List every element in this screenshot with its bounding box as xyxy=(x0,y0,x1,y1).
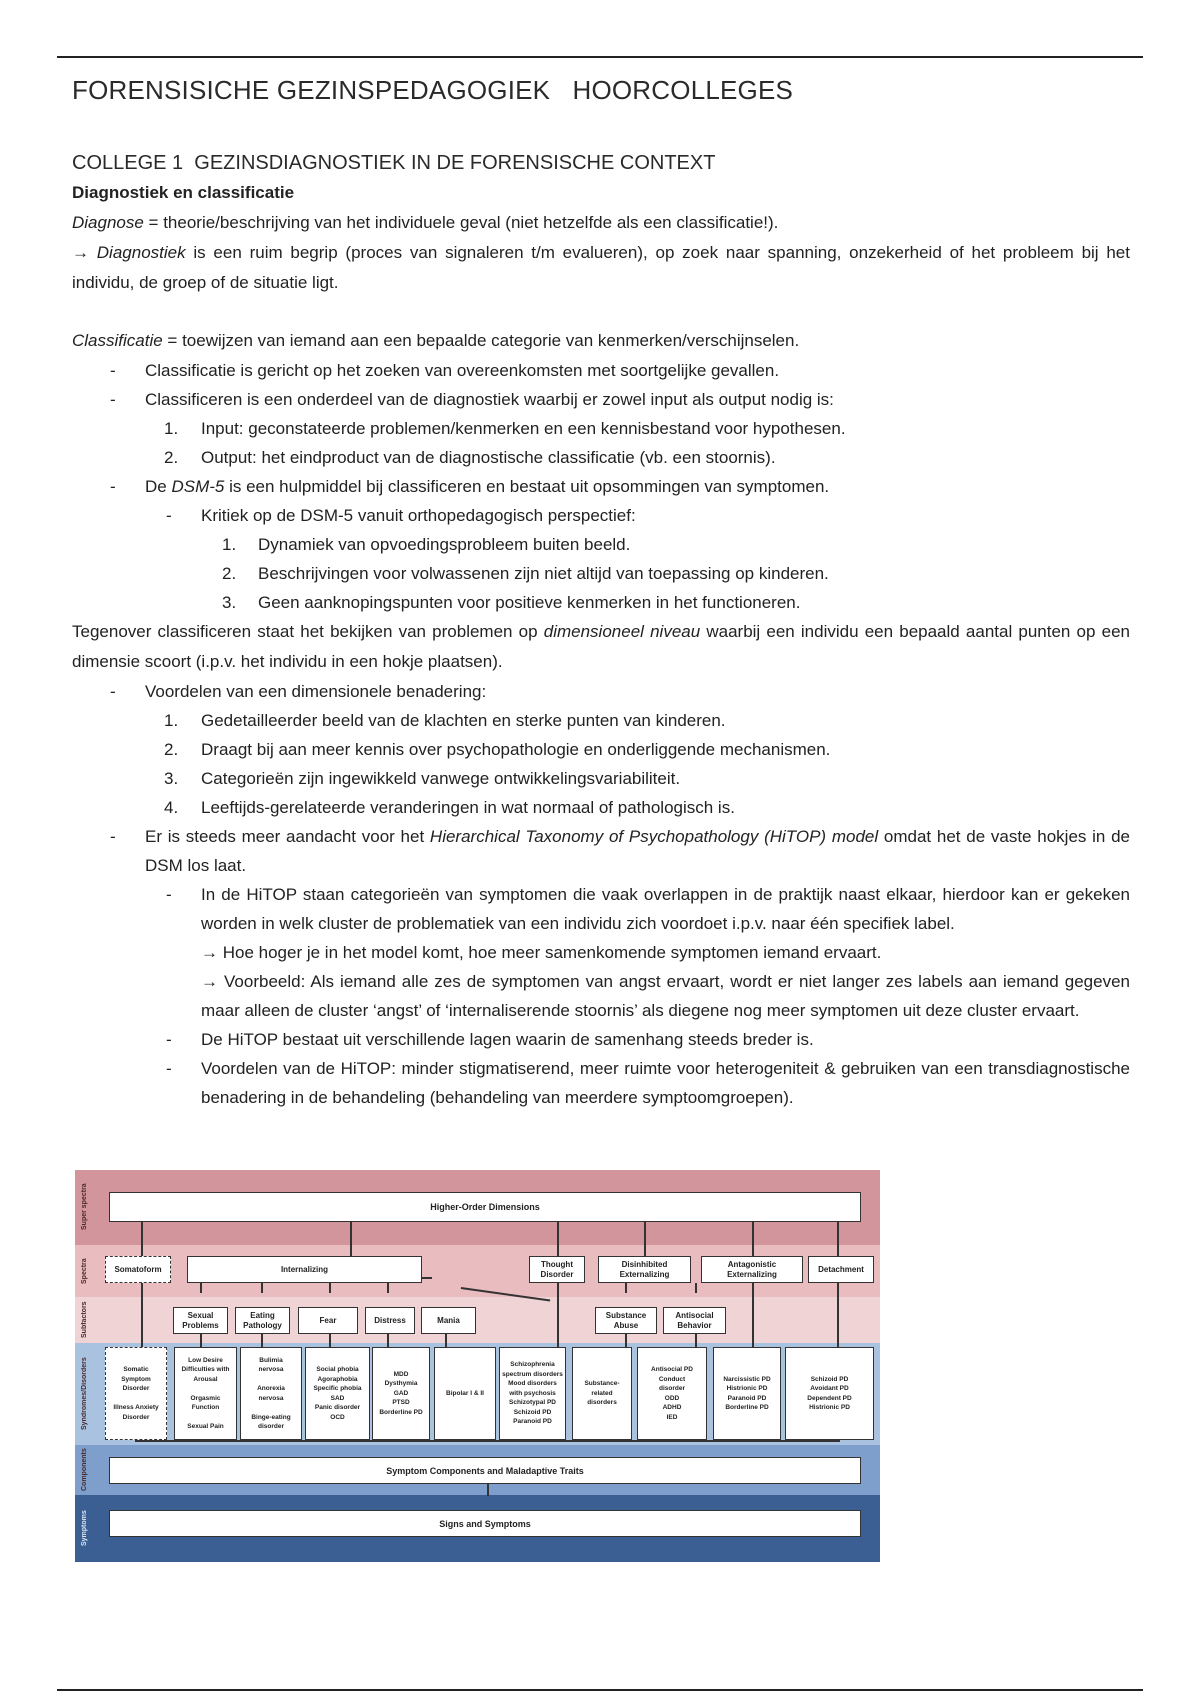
hitop-diagram xyxy=(75,1170,880,1562)
disorder-label: Somatic xyxy=(123,1366,149,1373)
connector-line xyxy=(261,1332,263,1347)
list-item: - Er is steeds meer aandacht voor het Hierarchical Taxonomy of Psychopathology (HiTOP) model omdat het de vaste hokjes in de DSM los laat. xyxy=(72,822,1130,880)
connector-line xyxy=(644,1222,646,1256)
list-item: 2. Beschrijvingen voor volwassenen zijn niet altijd van toepassing op kinderen. xyxy=(222,564,829,583)
disorder-box xyxy=(785,1347,874,1440)
subfactor-box: Fear xyxy=(298,1307,358,1334)
list-item: 1. Input: geconstateerde problemen/kenmerken en een kennisbestand voor hypothesen. xyxy=(164,419,846,438)
disorder-label: Arousal xyxy=(193,1375,218,1383)
disorder-label: IED xyxy=(666,1413,678,1421)
connector-line xyxy=(837,1283,839,1347)
disorder-label: Specific phobia xyxy=(313,1385,362,1392)
list-item: 3. Categorieën zijn ingewikkeld vanwege ontwikkelingsvariabiliteit. xyxy=(164,769,681,788)
spectrum-box: Disinhibited Externalizing xyxy=(598,1256,691,1283)
disorder-box xyxy=(240,1347,302,1440)
list-item: 1. Gedetailleerder beeld van de klachten en sterke punten van kinderen. xyxy=(164,711,726,730)
bullet-dash: - xyxy=(166,1030,172,1049)
side-label: Subfactors xyxy=(81,1301,88,1339)
disorder-label xyxy=(135,1394,137,1404)
disorder-label: Sexual Pain xyxy=(187,1423,224,1430)
list-item: 1. Dynamiek van opvoedingsprobleem buiten beeld. xyxy=(222,535,631,554)
top-rule xyxy=(57,56,1143,58)
disorder-label: Conduct xyxy=(658,1375,686,1383)
bullet-dash: - xyxy=(110,682,116,701)
disorder-label: Disorder xyxy=(122,1413,150,1421)
disorder-label: Schizoid PD xyxy=(513,1408,552,1416)
list-item: 2. Output: het eindproduct van de diagnostische classificatie (vb. een stoornis). xyxy=(164,448,776,467)
list-item: - Classificeren is een onderdeel van de diagnostiek waarbij er zowel input als output nodig is: xyxy=(72,385,1130,414)
disorder-label: ADHD xyxy=(662,1404,682,1411)
bullet-dash: - xyxy=(166,506,172,525)
diagnostiek-definition: is een ruim begrip (proces van signaleren t/m evalueren), op zoek naar spanning, onzekerheid of het probleem bij het individu, de groep of de situatie ligt. xyxy=(72,243,1130,292)
disorder-label: Borderline PD xyxy=(379,1408,423,1416)
disorder-label: Panic disorder xyxy=(314,1404,361,1411)
classificatie-paragraph xyxy=(72,326,1130,356)
disorder-label: Histrionic PD xyxy=(726,1385,768,1392)
subfactor-box: Distress xyxy=(365,1307,415,1334)
disorder-label: PTSD xyxy=(392,1399,410,1407)
disorder-label: Low Desire xyxy=(188,1356,223,1364)
disorder-label: Borderline PD xyxy=(725,1404,769,1411)
subfactor-box: Eating Pathology xyxy=(235,1307,290,1334)
disorder-label: Bulimia xyxy=(259,1356,283,1364)
disorder-label: Paranoid PD xyxy=(513,1418,552,1426)
diagnose-paragraph xyxy=(72,208,1130,238)
connector-line xyxy=(445,1332,447,1347)
list-item: 2. Draagt bij aan meer kennis over psychopathologie en onderliggende mechanismen. xyxy=(164,740,831,759)
list-item: - In de HiTOP staan categorieën van symptomen die vaak overlappen in de praktijk naast elkaar, hierdoor kan er gekeken worden in welk cluster de problematiek van een individu zich voordoet i.p.v. naar één specifiek label. → Hoe hoger je in het model komt, hoe meer samenkomende symptomen iemand ervaart. → Voorbeeld: Als iemand alle zes de symptomen van angst ervaart, wordt er niet langer zes labels aan iemand gegeven maar alleen de cluster ‘angst’ of ‘internaliserende stoornis’ als diegene nog meer symptomen uit deze cluster ervaart. xyxy=(72,880,1130,1025)
subfactor-box: Antisocial Behavior xyxy=(663,1307,726,1334)
disorder-label: disorder xyxy=(257,1423,284,1430)
disorder-label: Function xyxy=(191,1404,220,1411)
disorder-label: Histrionic PD xyxy=(809,1404,850,1411)
connector-line xyxy=(200,1332,202,1347)
connector-line xyxy=(487,1482,489,1496)
list-item: 3. Geen aanknopingspunten voor positieve kenmerken in het functioneren. xyxy=(222,593,801,612)
side-label: Syndromes/Disorders xyxy=(81,1357,88,1431)
disorder-label: SAD xyxy=(330,1394,345,1402)
disorder-label: Dysthymia xyxy=(384,1380,418,1388)
bullet-dash: - xyxy=(166,1059,172,1078)
disorder-box xyxy=(572,1347,632,1440)
side-label: Components xyxy=(81,1448,88,1492)
connector-line xyxy=(135,1440,840,1442)
document-title: FORENSISICHE GEZINSPEDAGOGIEK HOORCOLLEGES xyxy=(72,75,794,105)
connector-line xyxy=(752,1222,754,1256)
disorder-box xyxy=(713,1347,781,1440)
disorder-label: Bipolar I & II xyxy=(446,1389,484,1397)
higher-order-box: Higher-Order Dimensions xyxy=(109,1192,861,1222)
disorder-box xyxy=(434,1347,496,1440)
disorder-label xyxy=(205,1384,207,1394)
disorder-label: related xyxy=(591,1389,613,1397)
disorder-label: OCD xyxy=(330,1413,345,1421)
bullet-dash: - xyxy=(166,885,172,904)
list-item: 4. Leeftijds-gerelateerde veranderingen in wat normaal of pathologisch is. xyxy=(164,798,735,817)
spectrum-box: Detachment xyxy=(808,1256,874,1283)
disorder-label: Illness Anxiety xyxy=(113,1404,159,1411)
side-label: Symptoms xyxy=(81,1510,88,1546)
disorder-label xyxy=(205,1413,207,1423)
bullet-dash: - xyxy=(110,390,116,409)
spectrum-box: Somatoform xyxy=(105,1256,171,1283)
connector-line xyxy=(625,1332,627,1347)
disorder-label: Binge-eating xyxy=(251,1413,291,1421)
bottom-rule xyxy=(57,1689,1143,1691)
disorder-label: Orgasmic xyxy=(190,1394,221,1402)
disorder-label: Social phobia xyxy=(316,1366,359,1373)
disorder-box xyxy=(637,1347,707,1440)
dimensional-list xyxy=(72,677,1130,1112)
arrow-icon: → xyxy=(201,943,218,962)
list-item: - Classificatie is gericht op het zoeken van overeenkomsten met soortgelijke gevallen. xyxy=(72,356,1130,385)
list-item: - De HiTOP bestaat uit verschillende lagen waarin de samenhang steeds breder is. xyxy=(72,1025,1130,1054)
list-item: - Voordelen van een dimensionele benadering: xyxy=(72,677,1130,706)
document-body xyxy=(72,148,1130,1112)
disorder-label: Schizoid PD xyxy=(810,1375,849,1383)
connector-line xyxy=(625,1283,627,1293)
disorder-box xyxy=(174,1347,237,1440)
disorder-label: Dependent PD xyxy=(807,1394,852,1402)
disorder-label: spectrum disorders xyxy=(502,1370,563,1378)
disorder-label: Avoidant PD xyxy=(810,1385,849,1392)
disorder-label: Anorexia xyxy=(257,1385,285,1392)
classificatie-term: Classificatie xyxy=(72,331,163,350)
diagnose-term: Diagnose xyxy=(72,213,144,232)
disorder-label: Schizophrenia xyxy=(510,1361,555,1369)
side-label: Super spectra xyxy=(81,1183,88,1231)
disorder-label: GAD xyxy=(393,1389,409,1397)
disorder-label: Disorder xyxy=(122,1385,150,1392)
classificatie-definition: = toewijzen van iemand aan een bepaalde categorie van kenmerken/verschijnselen. xyxy=(162,331,800,350)
side-label: Spectra xyxy=(81,1258,88,1284)
tegenover-paragraph: Tegenover classificeren staat het bekijken van problemen op dimensioneel niveau waarbij een individu een bepaald aantal punten op een dimensie scoort (i.p.v. het individu in een hokje plaatsen). xyxy=(72,622,1130,671)
subfactor-box: Sexual Problems xyxy=(173,1307,228,1334)
disorder-label: Narcissistic PD xyxy=(723,1375,771,1383)
connector-line xyxy=(557,1283,559,1347)
bullet-dash: - xyxy=(110,827,116,846)
components-box: Symptom Components and Maladaptive Traits xyxy=(109,1457,861,1484)
diagnostiek-paragraph xyxy=(72,238,1130,298)
disorder-label: nervosa xyxy=(258,1394,284,1402)
disorder-label: Difficulties with xyxy=(181,1366,230,1373)
connector-line xyxy=(141,1222,143,1256)
subfactor-box: Substance Abuse xyxy=(595,1307,657,1334)
disorder-label xyxy=(270,1375,272,1385)
disorder-label: with psychosis xyxy=(509,1389,556,1397)
disorder-box xyxy=(305,1347,370,1440)
disorder-label: Schizotypal PD xyxy=(509,1399,556,1407)
connector-line xyxy=(329,1332,331,1347)
symptoms-box: Signs and Symptoms xyxy=(109,1510,861,1537)
section-heading: Diagnostiek en classificatie xyxy=(72,183,295,202)
disorder-label: nervosa xyxy=(258,1366,284,1373)
disorder-label: disorders xyxy=(587,1399,617,1407)
paragraph-gap xyxy=(72,298,1130,326)
connector-line xyxy=(557,1222,559,1256)
classificatie-list xyxy=(72,356,1130,617)
disorder-label xyxy=(270,1403,272,1413)
disorder-label: Paranoid PD xyxy=(727,1394,767,1402)
connector-line xyxy=(752,1283,754,1347)
disorder-label: disorder xyxy=(658,1385,685,1392)
list-item: - Voordelen van de HiTOP: minder stigmatiserend, meer ruimte voor heterogeniteit & gebruiken van een transdiagnostische benadering in de behandeling (behandeling van meerdere symptoomgroepen). xyxy=(72,1054,1130,1112)
connector-line xyxy=(837,1222,839,1256)
bullet-dash: - xyxy=(110,477,116,496)
disorder-label: ODD xyxy=(664,1394,680,1402)
disorder-label: Substance- xyxy=(584,1380,620,1388)
disorder-box xyxy=(105,1347,167,1440)
subfactor-box: Mania xyxy=(421,1307,476,1334)
connector-line xyxy=(350,1222,352,1256)
disorder-box xyxy=(372,1347,430,1440)
spectrum-box: Internalizing xyxy=(187,1256,422,1283)
spectrum-box: Thought Disorder xyxy=(529,1256,585,1283)
college-title: COLLEGE 1 GEZINSDIAGNOSTIEK IN DE FORENSISCHE CONTEXT xyxy=(72,152,716,174)
disorder-box xyxy=(499,1347,566,1440)
diagnostiek-term: Diagnostiek xyxy=(96,243,186,262)
disorder-label: Mood disorders xyxy=(508,1380,557,1388)
disorder-label: Symptom xyxy=(121,1375,151,1383)
list-item: - De DSM-5 is een hulpmiddel bij classificeren en bestaat uit opsommingen van symptomen. xyxy=(72,472,1130,501)
disorder-label: Agoraphobia xyxy=(317,1375,358,1383)
arrow-icon: → xyxy=(72,243,89,262)
bullet-dash: - xyxy=(110,361,116,380)
connector-line xyxy=(141,1277,143,1347)
list-item: - Kritiek op de DSM-5 vanuit orthopedagogisch perspectief: xyxy=(72,501,1130,530)
spectrum-box: Antagonistic Externalizing xyxy=(701,1256,803,1283)
disorder-label: MDD xyxy=(393,1370,409,1378)
disorder-label: Antisocial PD xyxy=(651,1366,693,1373)
arrow-icon: → xyxy=(201,972,218,991)
connector-line xyxy=(387,1332,389,1347)
connector-line xyxy=(695,1332,697,1347)
diagnose-definition: = theorie/beschrijving van het individuele geval (niet hetzelfde als een classificatie!). xyxy=(143,213,779,232)
connector-line xyxy=(695,1283,697,1293)
